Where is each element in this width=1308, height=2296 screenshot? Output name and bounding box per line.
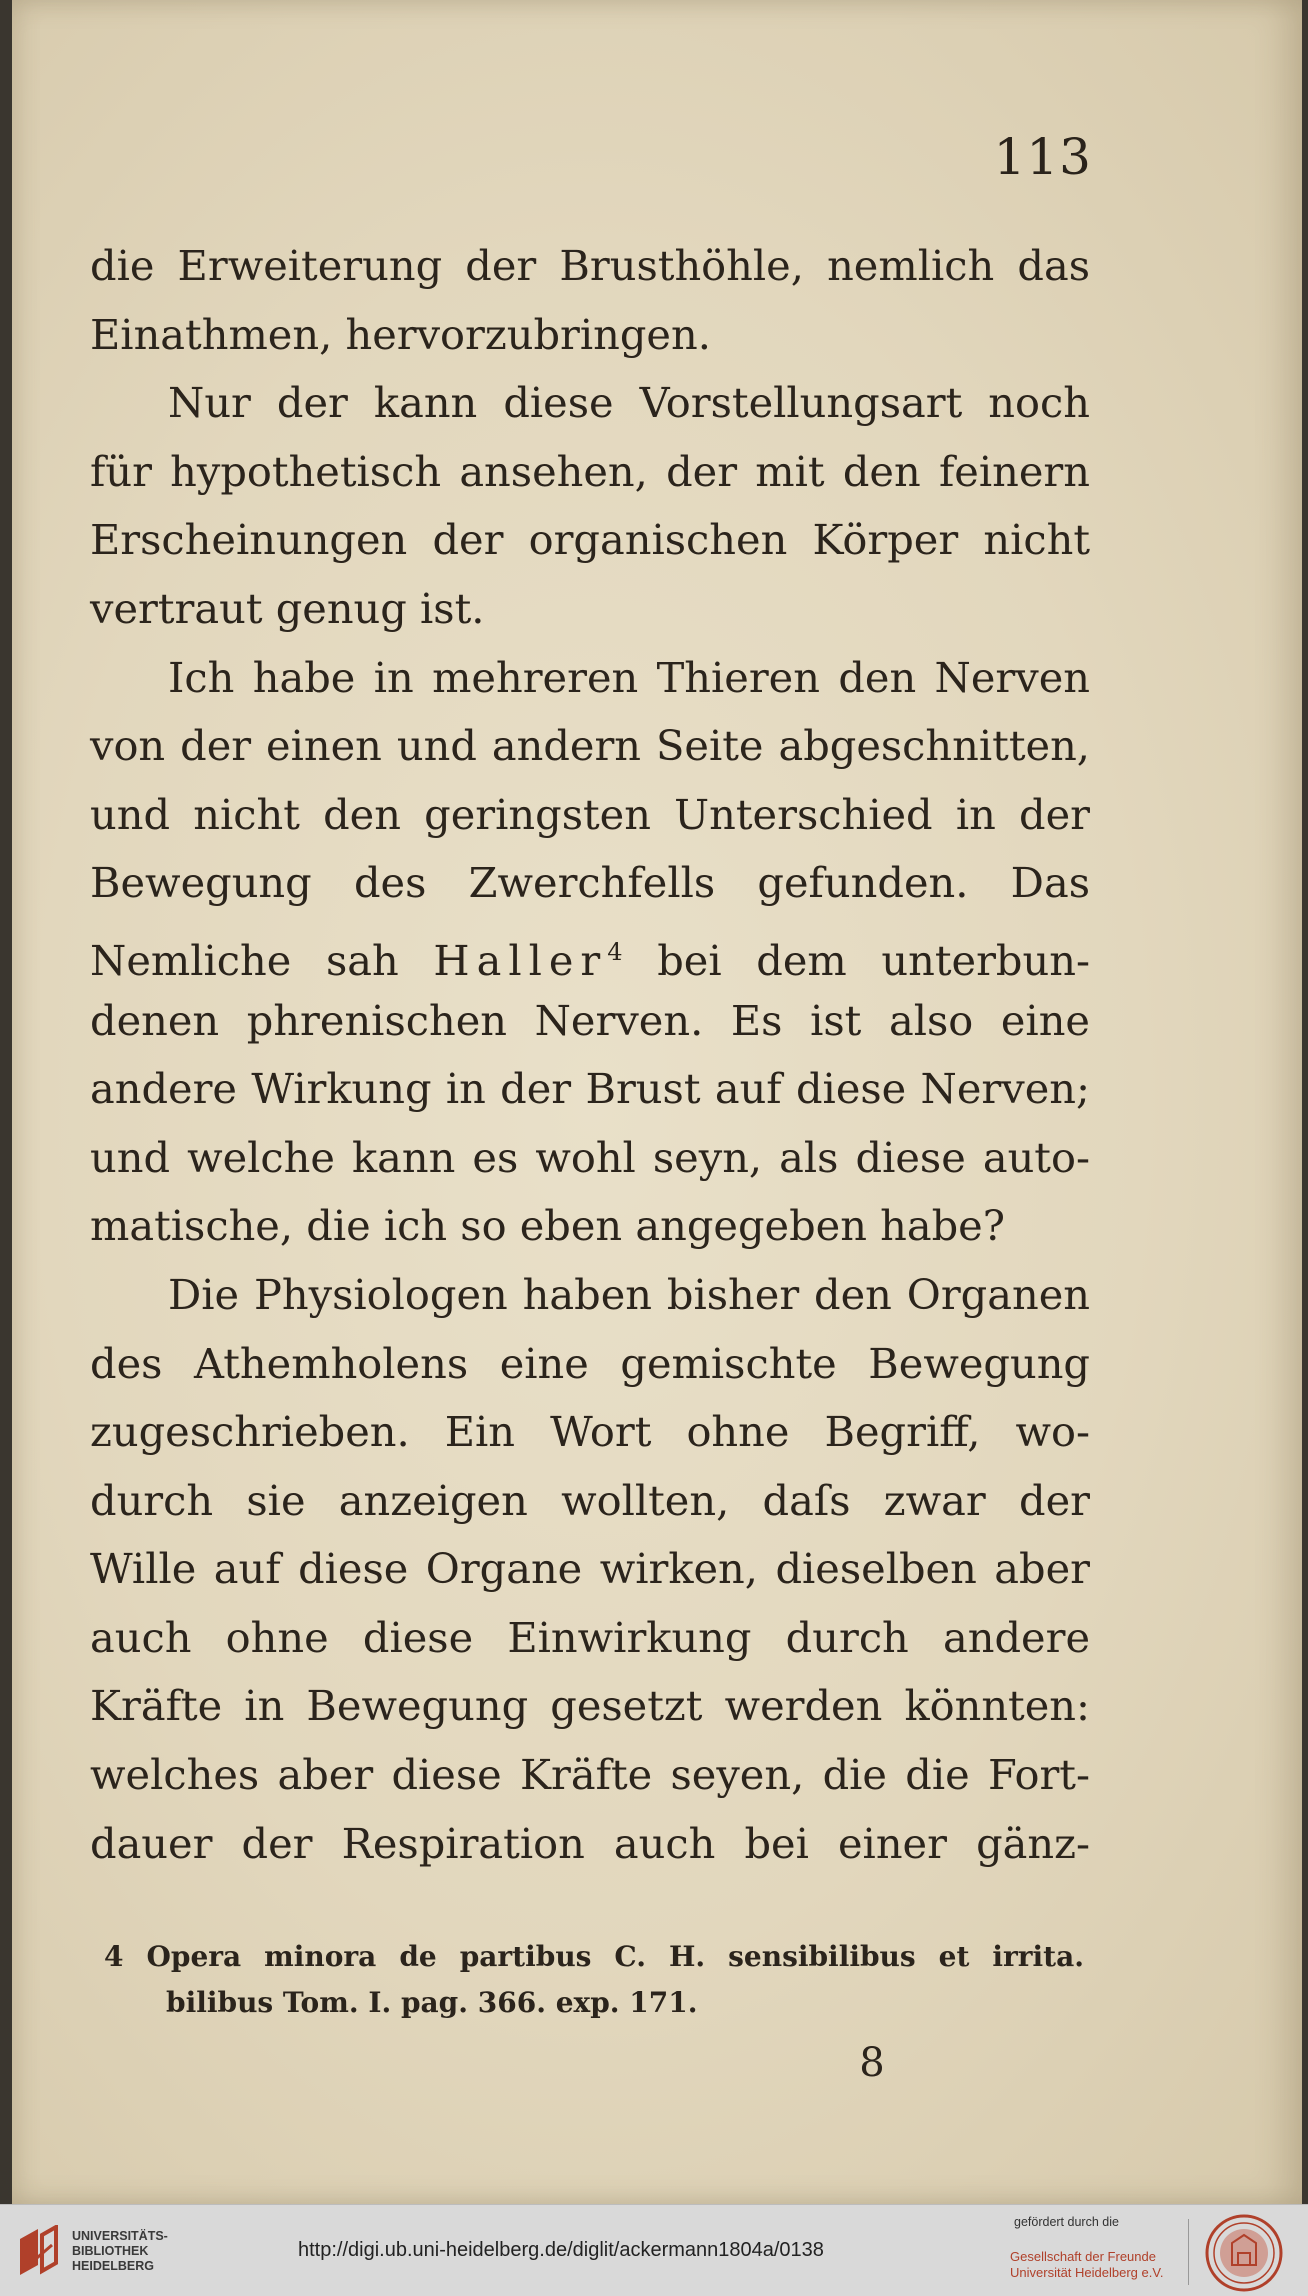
library-name-line: UNIVERSITÄTS- [72,2229,168,2243]
page-number: 113 [993,128,1092,186]
text-line: von der einen und andern Seite abgeschnitten, [90,721,1090,771]
library-name-line: HEIDELBERG [72,2259,154,2273]
text-line: durch sie anzeigen wollten, daſs zwar der [90,1475,1090,1525]
text-line: denen phrenischen Nerven. Es ist also eine [90,995,1090,1045]
sponsor-label: gefördert durch die [1014,2215,1119,2229]
sponsor-name [1010,2249,1186,2281]
text-line: Kräfte in Bewegung gesetzt werden könnten: [90,1681,1090,1731]
text-line: und welche kann es wohl seyn, als diese auto- [90,1132,1090,1182]
text-segment: Nemliche sah [90,935,399,985]
body-text [90,232,1090,1878]
footer-bar [0,2204,1308,2296]
footnote [104,1934,1084,2026]
sponsor-name-line: Gesellschaft der Freunde [1010,2249,1156,2264]
text-line: Die Physiologen haben bisher den Organen [168,1269,1090,1319]
text-line: vertraut genug ist. [90,583,485,633]
text-line-haller [90,918,1090,987]
author-name: Haller [433,935,608,985]
footnote-line: 4 Opera minora de partibus C. H. sensibilibus et irrita. [104,1940,1084,1973]
footnote-marker: 4 [607,937,623,966]
sponsor-name-line: Universität Heidelberg e.V. [1010,2265,1164,2280]
sponsor-divider [1188,2219,1189,2285]
text-line: für hypothetisch ansehen, der mit den feinern [90,446,1090,496]
library-name [72,2229,232,2274]
text-line: matische, die ich so eben angegeben habe? [90,1201,1005,1251]
permalink-url[interactable]: http://digi.ub.uni-heidelberg.de/diglit/ackermann1804a/0138 [298,2239,824,2261]
text-line: Erscheinungen der organischen Körper nicht [90,515,1090,565]
text-line: Bewegung des Zwerchfells gefunden. Das [90,858,1090,908]
text-line: die Erweiterung der Brusthöhle, nemlich das [90,241,1090,290]
text-line: zugeschrieben. Ein Wort ohne Begriff, wo- [90,1407,1090,1457]
text-line: Einathmen, hervorzubringen. [90,309,711,359]
footnote-line: bilibus Tom. I. pag. 366. exp. 171. [166,1986,698,2019]
text-line: Wille auf diese Organe wirken, dieselben aber [90,1544,1090,1594]
university-seal-icon [1204,2213,1284,2293]
text-line: Ich habe in mehreren Thieren den Nerven [168,652,1090,702]
signature-mark: 8 [859,2040,885,2086]
text-line: des Athemholens eine gemischte Bewegung [90,1338,1090,1388]
book-page [12,0,1302,2204]
text-line: andere Wirkung in der Brust auf diese Nerven; [90,1064,1090,1114]
text-line: auch ohne diese Einwirkung durch andere [90,1612,1090,1662]
text-segment: bei dem unterbun- [657,935,1090,985]
text-line: dauer der Respiration auch bei einer gänz- [90,1818,1090,1868]
text-line: und nicht den geringsten Unterschied in der [90,789,1090,839]
text-line: welches aber diese Kräfte seyen, die die Fort- [90,1750,1090,1800]
library-name-line: BIBLIOTHEK [72,2244,149,2258]
text-line: Nur der kann diese Vorstellungsart noch [168,378,1090,428]
library-logo-icon [14,2225,62,2279]
